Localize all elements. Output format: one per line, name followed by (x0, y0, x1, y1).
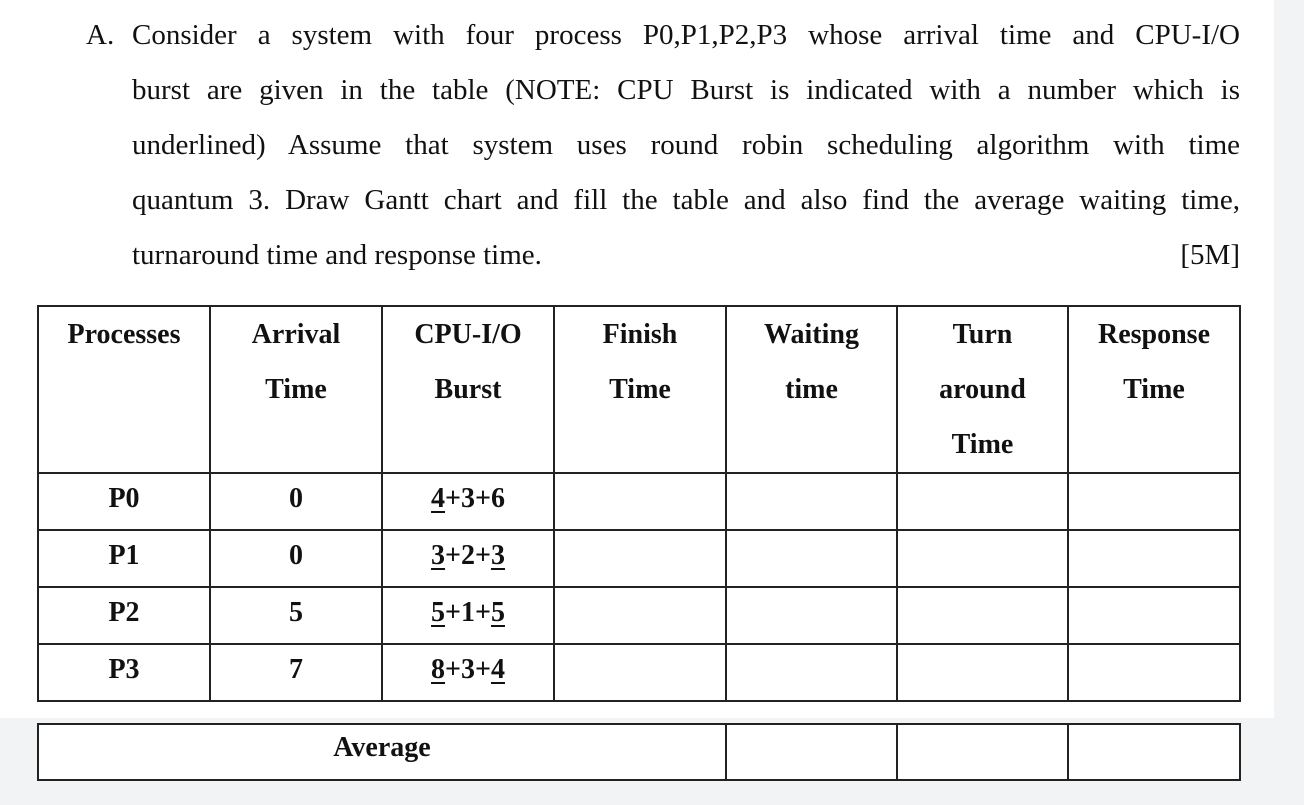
burst-plus: + (445, 654, 461, 685)
burst-cell (382, 644, 554, 701)
arrival-cell: 0 (210, 473, 382, 530)
question-line-5: turnaround time and response time. (132, 239, 542, 271)
table-row (38, 473, 1240, 530)
response-cell[interactable] (1068, 644, 1240, 701)
cpu-burst-value: 5 (431, 597, 446, 628)
burst-plus: + (475, 654, 491, 685)
table-row (38, 587, 1240, 644)
header-turnaround-time: Turn around Time (897, 306, 1068, 473)
io-burst-value: 2 (461, 540, 475, 571)
process-cell: P0 (38, 473, 210, 530)
arrival-cell: 7 (210, 644, 382, 701)
response-cell[interactable] (1068, 473, 1240, 530)
question-line-3: underlined) Assume that system uses round robin scheduling algorithm with time (132, 129, 1240, 161)
process-cell: P1 (38, 530, 210, 587)
cpu-burst-value: 8 (431, 654, 446, 685)
question-label: A. (86, 19, 115, 51)
table-header-row (38, 306, 1240, 473)
table-row (38, 530, 1240, 587)
marks-label: [5M] (1180, 239, 1240, 271)
waiting-cell[interactable] (726, 644, 897, 701)
io-burst-value: 3 (461, 483, 475, 514)
average-response-cell[interactable] (1068, 724, 1240, 780)
header-processes: Processes (38, 306, 210, 473)
turnaround-cell[interactable] (897, 644, 1068, 701)
turnaround-cell[interactable] (897, 530, 1068, 587)
waiting-cell[interactable] (726, 473, 897, 530)
waiting-cell[interactable] (726, 587, 897, 644)
waiting-cell[interactable] (726, 530, 897, 587)
burst-plus: + (445, 540, 461, 571)
question-line-2: burst are given in the table (NOTE: CPU Burst is indicated with a number which is (132, 74, 1240, 106)
average-row (38, 724, 1240, 780)
burst-plus: + (475, 597, 491, 628)
burst-cell (382, 530, 554, 587)
average-label: Average (38, 724, 726, 780)
burst-cell (382, 587, 554, 644)
response-cell[interactable] (1068, 587, 1240, 644)
average-waiting-cell[interactable] (726, 724, 897, 780)
burst-plus: + (445, 597, 461, 628)
cpu-burst-value: 3 (490, 540, 505, 571)
process-table (37, 305, 1241, 702)
arrival-cell: 0 (210, 530, 382, 587)
average-table (37, 723, 1241, 781)
finish-cell[interactable] (554, 530, 726, 587)
cpu-burst-value: 4 (490, 654, 505, 685)
process-cell: P3 (38, 644, 210, 701)
turnaround-cell[interactable] (897, 587, 1068, 644)
io-burst-value: 6 (490, 483, 505, 514)
header-waiting-time: Waiting time (726, 306, 897, 473)
question-line-1: Consider a system with four process P0,P1,P2,P3 whose arrival time and CPU-I/O (132, 19, 1240, 51)
finish-cell[interactable] (554, 644, 726, 701)
arrival-cell: 5 (210, 587, 382, 644)
burst-plus: + (445, 483, 461, 514)
burst-plus: + (475, 483, 491, 514)
cpu-burst-value: 5 (490, 597, 505, 628)
table-row (38, 644, 1240, 701)
cpu-burst-value: 3 (431, 540, 446, 571)
cpu-burst-value: 4 (431, 483, 446, 514)
process-cell: P2 (38, 587, 210, 644)
header-arrival-time: Arrival Time (210, 306, 382, 473)
response-cell[interactable] (1068, 530, 1240, 587)
io-burst-value: 3 (461, 654, 475, 685)
burst-plus: + (475, 540, 491, 571)
turnaround-cell[interactable] (897, 473, 1068, 530)
header-finish-time: Finish Time (554, 306, 726, 473)
burst-cell (382, 473, 554, 530)
question-line-4: quantum 3. Draw Gantt chart and fill the table and also find the average waiting time, (132, 184, 1240, 216)
finish-cell[interactable] (554, 587, 726, 644)
header-cpu-io-burst: CPU-I/O Burst (382, 306, 554, 473)
average-turnaround-cell[interactable] (897, 724, 1068, 780)
header-response-time: Response Time (1068, 306, 1240, 473)
finish-cell[interactable] (554, 473, 726, 530)
table-body (38, 473, 1240, 701)
question-text (86, 8, 1240, 283)
io-burst-value: 1 (461, 597, 475, 628)
